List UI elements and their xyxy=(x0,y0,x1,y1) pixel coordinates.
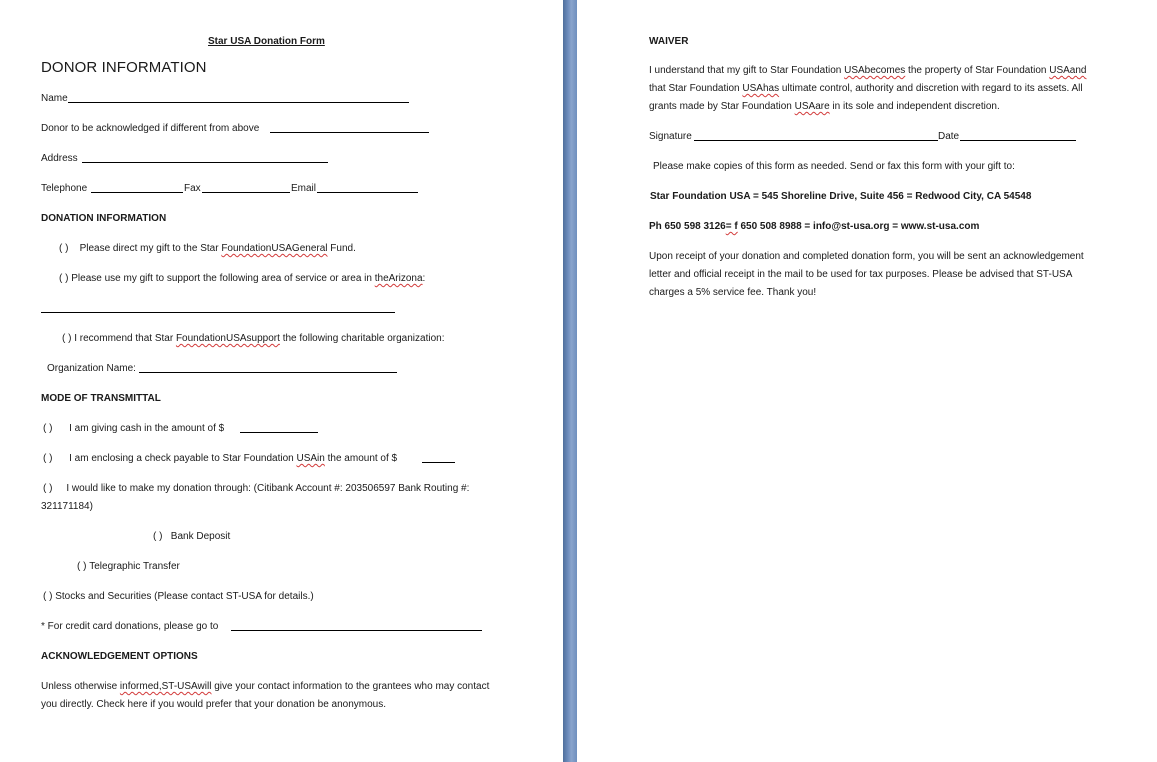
date-label: Date xyxy=(938,131,960,142)
spell-flag: FoundationUSAsupport xyxy=(175,333,280,344)
option-checkbox[interactable]: ( ) xyxy=(59,273,69,284)
option-text: I recommend that Star xyxy=(74,333,176,344)
waiver-text: ultimate control, authority and discretion with regard to its assets. All xyxy=(779,83,1083,94)
cash-amount-field[interactable] xyxy=(240,432,318,433)
bank-deposit-option[interactable] xyxy=(153,531,230,543)
org-name-field[interactable] xyxy=(139,372,397,373)
option-text: I would like to make my donation through: (Citibank Account #: 203506597 Bank Routing #: xyxy=(66,483,470,494)
name-field[interactable] xyxy=(68,102,409,103)
acknowledged-field[interactable] xyxy=(270,132,429,133)
charity-option[interactable] xyxy=(62,333,444,345)
waiver-text: I understand that my gift to Star Foundation xyxy=(649,65,845,76)
option-text: Please use my gift to support the following area of service or area in xyxy=(71,273,375,284)
option-checkbox[interactable]: ( ) xyxy=(59,243,69,254)
option-checkbox[interactable]: ( ) xyxy=(153,531,163,542)
page-gutter xyxy=(563,0,577,762)
telephone-label: Telephone xyxy=(41,183,88,194)
donation-heading: DONATION INFORMATION xyxy=(41,213,167,224)
spell-flag: theArizona xyxy=(374,273,423,284)
receipt-text-line: letter and official receipt in the mail to be used for tax purposes. Please be advised that ST-USA xyxy=(649,269,1073,280)
option-checkbox[interactable]: ( ) xyxy=(43,591,53,602)
signature-label: Signature xyxy=(649,131,692,142)
copies-instruction: Please make copies of this form as needed. Send or fax this form with your gift to: xyxy=(653,161,1015,172)
left-page xyxy=(0,0,563,762)
option-text: Bank Deposit xyxy=(170,531,231,542)
waiver-text-line xyxy=(649,65,1087,77)
receipt-text-line: Upon receipt of your donation and completed donation form, you will be sent an acknowledgement xyxy=(649,251,1084,262)
waiver-text-line xyxy=(649,83,1083,95)
option-text: Stocks and Securities (Please contact ST-USA for details.) xyxy=(55,591,314,602)
spell-flag: USAbecomes xyxy=(844,65,906,76)
stocks-option[interactable] xyxy=(43,591,314,603)
right-page xyxy=(577,0,1157,762)
address-field[interactable] xyxy=(82,162,328,163)
email-label: Email xyxy=(291,183,317,194)
credit-card-note: * For credit card donations, please go to xyxy=(41,621,219,632)
email-field[interactable] xyxy=(317,192,418,193)
donor-heading: DONOR INFORMATION xyxy=(41,59,207,76)
option-text-end: the amount of $ xyxy=(324,453,398,464)
mailing-address: Star Foundation USA = 545 Shoreline Drive, Suite 456 = Redwood City, CA 54548 xyxy=(650,191,1032,202)
ack-text-start: Unless otherwise xyxy=(41,681,120,692)
org-name-label: Organization Name: xyxy=(47,363,136,374)
option-text-end: Fund. xyxy=(327,243,356,254)
ack-text-end: give your contact information to the grantees who may contact xyxy=(211,681,490,692)
signature-field[interactable] xyxy=(694,140,938,141)
ack-anonymous-text: you directly. Check here if you would prefer that your donation be anonymous. xyxy=(41,699,387,710)
option-checkbox[interactable]: ( ) xyxy=(77,561,87,572)
spell-flag: USAhas xyxy=(742,83,780,94)
telephone-field[interactable] xyxy=(91,192,183,193)
waiver-heading: WAIVER xyxy=(649,36,689,47)
waiver-text: in its sole and independent discretion. xyxy=(829,101,1000,112)
spell-flag: informed,ST-USAwill xyxy=(119,681,212,692)
option-text: I am enclosing a check payable to Star Foundation xyxy=(69,453,297,464)
spell-flag: USAand xyxy=(1049,65,1087,76)
waiver-text: grants made by Star Foundation xyxy=(649,101,795,112)
name-label: Name xyxy=(41,93,68,104)
form-title: Star USA Donation Form xyxy=(208,36,325,47)
credit-card-url-field[interactable] xyxy=(231,630,482,631)
ack-text xyxy=(41,681,489,693)
fax-field[interactable] xyxy=(202,192,290,193)
transmittal-heading: MODE OF TRANSMITTAL xyxy=(41,393,161,404)
contact-info xyxy=(649,221,979,233)
general-fund-option[interactable] xyxy=(59,243,356,255)
option-checkbox[interactable]: ( ) xyxy=(62,333,72,344)
check-amount-field[interactable] xyxy=(422,462,455,463)
date-field[interactable] xyxy=(960,140,1076,141)
waiver-text: that Star Foundation xyxy=(649,83,743,94)
acknowledged-label: Donor to be acknowledged if different from above xyxy=(41,123,260,134)
waiver-text-line xyxy=(649,101,1000,113)
service-area-option[interactable] xyxy=(59,273,425,285)
spell-flag: FoundationUSAGeneral xyxy=(221,243,328,254)
telegraphic-option[interactable] xyxy=(77,561,180,573)
service-area-field[interactable] xyxy=(41,312,395,313)
spell-flag: USAin xyxy=(296,453,325,464)
check-option[interactable] xyxy=(43,453,397,465)
fax-email-web: 650 508 8988 = info@st-usa.org = www.st-usa.com xyxy=(737,221,980,232)
receipt-text-line: charges a 5% service fee. Thank you! xyxy=(649,287,817,298)
option-checkbox[interactable]: ( ) xyxy=(43,483,53,494)
bank-transfer-option[interactable] xyxy=(43,483,469,495)
spell-flag: USAare xyxy=(794,101,830,112)
option-checkbox[interactable]: ( ) xyxy=(43,423,53,434)
option-text: I am giving cash in the amount of $ xyxy=(69,423,225,434)
option-text-end: the following charitable organization: xyxy=(279,333,445,344)
spell-flag: = f xyxy=(725,221,738,232)
waiver-text: the property of Star Foundation xyxy=(905,65,1050,76)
option-checkbox[interactable]: ( ) xyxy=(43,453,53,464)
routing-number: 321171184) xyxy=(41,501,93,512)
phone-number: Ph 650 598 3126 xyxy=(649,221,726,232)
ack-heading: ACKNOWLEDGEMENT OPTIONS xyxy=(41,651,198,662)
option-text-end: : xyxy=(422,273,426,284)
option-text: Telegraphic Transfer xyxy=(89,561,180,572)
option-text: Please direct my gift to the Star xyxy=(79,243,222,254)
cash-option[interactable] xyxy=(43,423,224,435)
fax-label: Fax xyxy=(184,183,201,194)
address-label: Address xyxy=(41,153,78,164)
